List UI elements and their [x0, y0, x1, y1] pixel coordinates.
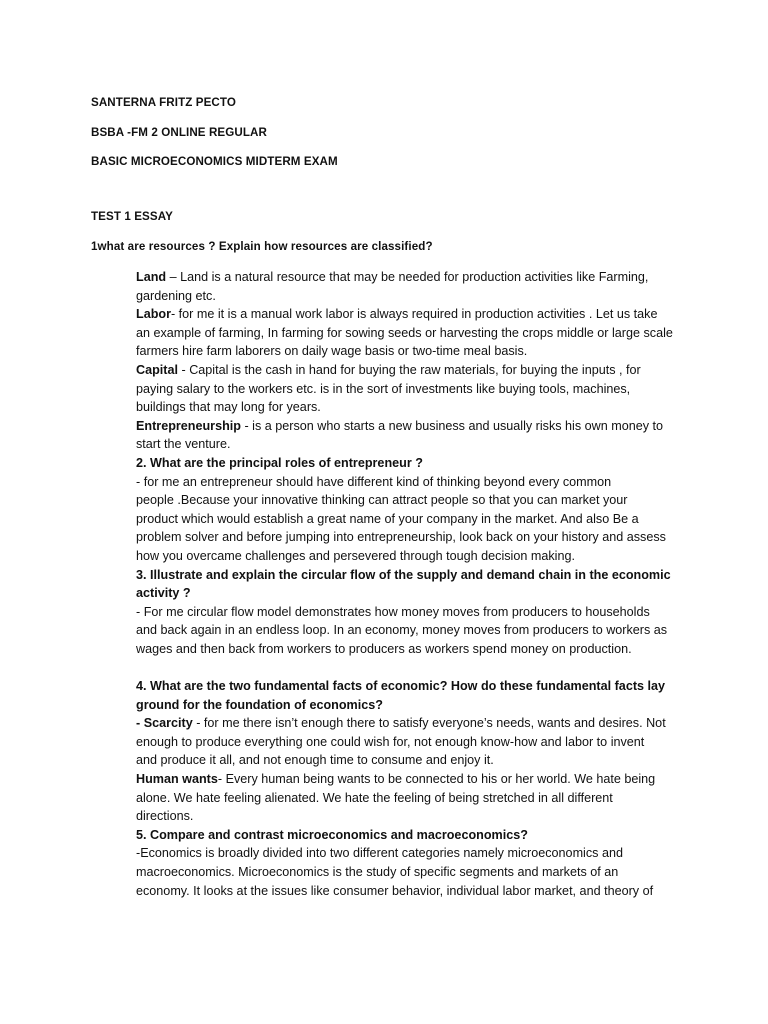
paragraph-line: Labor- for me it is a manual work labor is always required in production activities . Let us take: [136, 307, 658, 322]
paragraph-line: macroeconomics. Microeconomics is the study of specific segments and markets of an: [136, 865, 619, 879]
paragraph-line: problem solver and before jumping into entrepreneurship, look back on your history and assess: [136, 530, 666, 545]
paragraph-line: gardening etc.: [136, 288, 216, 303]
paragraph-line: enough to produce everything one could wish for, not enough know-how and labor to invent: [136, 734, 645, 749]
paragraph-line: - Scarcity - for me there isn’t enough there to satisfy everyone’s needs, wants and desires. Not: [136, 716, 666, 731]
paragraph-line: Land – Land is a natural resource that may be needed for production activities like Farming,: [136, 270, 649, 284]
paragraph-line: Entrepreneurship - is a person who starts a new business and usually risks his own money to: [136, 418, 664, 433]
term-entrepreneurship: Entrepreneurship: [136, 418, 241, 433]
question-3-cont: activity ?: [136, 586, 191, 601]
question-5: 5. Compare and contrast microeconomics and macroeconomics?: [136, 827, 528, 842]
question-3: 3. Illustrate and explain the circular flow of the supply and demand chain in the economic: [136, 567, 671, 582]
question-1: 1what are resources ? Explain how resources are classified?: [91, 240, 433, 253]
question-4-cont: ground for the foundation of economics?: [136, 697, 383, 712]
paragraph-line: start the venture.: [136, 437, 231, 452]
question-4: 4. What are the two fundamental facts of economic? How do these fundamental facts lay: [136, 679, 666, 694]
question-2: 2. What are the principal roles of entrepreneur ?: [136, 455, 423, 470]
paragraph-line: - for me an entrepreneur should have different kind of thinking beyond every common: [136, 474, 612, 489]
paragraph-line: and back again in an endless loop. In an economy, money moves from producers to workers as: [136, 623, 668, 638]
paragraph-line: an example of farming, In farming for sowing seeds or harvesting the crops middle or large scale: [136, 325, 673, 340]
paragraph-line: people .Because your innovative thinking can attract people so that you can market your: [136, 493, 628, 508]
paragraph-line: Capital - Capital is the cash in hand for buying the raw materials, for buying the inputs , for: [136, 362, 641, 377]
student-name: SANTERNA FRITZ PECTO: [91, 96, 236, 109]
paragraph-line: -Economics is broadly divided into two different categories namely microeconomics and: [136, 846, 623, 861]
paragraph-line: product which would establish a great name of your company in the market. And also Be a: [136, 511, 639, 526]
paragraph-line: buildings that may long for years.: [136, 400, 321, 415]
blank-line: [136, 658, 666, 677]
term-labor: Labor: [136, 307, 171, 322]
paragraph-line: and produce it all, and not enough time to consume and enjoy it.: [136, 753, 494, 768]
term-capital: Capital: [136, 362, 178, 377]
paragraph-line: economy. It looks at the issues like consumer behavior, individual labor market, and theory of: [136, 883, 654, 898]
exam-title: BASIC MICROECONOMICS MIDTERM EXAM: [91, 155, 338, 168]
course-section: BSBA -FM 2 ONLINE REGULAR: [91, 126, 267, 139]
term-scarcity: - Scarcity: [136, 716, 193, 731]
paragraph-line: how you overcame challenges and persevered through tough decision making.: [136, 548, 575, 563]
paragraph-line: directions.: [136, 809, 194, 824]
paragraph-line: - For me circular flow model demonstrates how money moves from producers to households: [136, 604, 650, 619]
paragraph-line: paying salary to the workers etc. is in the sort of investments like buying tools, machines,: [136, 381, 631, 396]
paragraph-line: farmers hire farm laborers on daily wage basis or two-time meal basis.: [136, 344, 528, 359]
paragraph-line: wages and then back from workers to producers as workers spend money on production.: [136, 641, 632, 656]
test-heading: TEST 1 ESSAY: [91, 210, 173, 223]
essay-body: [136, 268, 673, 900]
term-human-wants: Human wants: [136, 772, 218, 787]
paragraph-line: Human wants- Every human being wants to be connected to his or her world. We hate being: [136, 772, 656, 787]
paragraph-line: alone. We hate feeling alienated. We hate the feeling of being stretched in all different: [136, 790, 613, 805]
term-land: Land: [136, 270, 167, 284]
